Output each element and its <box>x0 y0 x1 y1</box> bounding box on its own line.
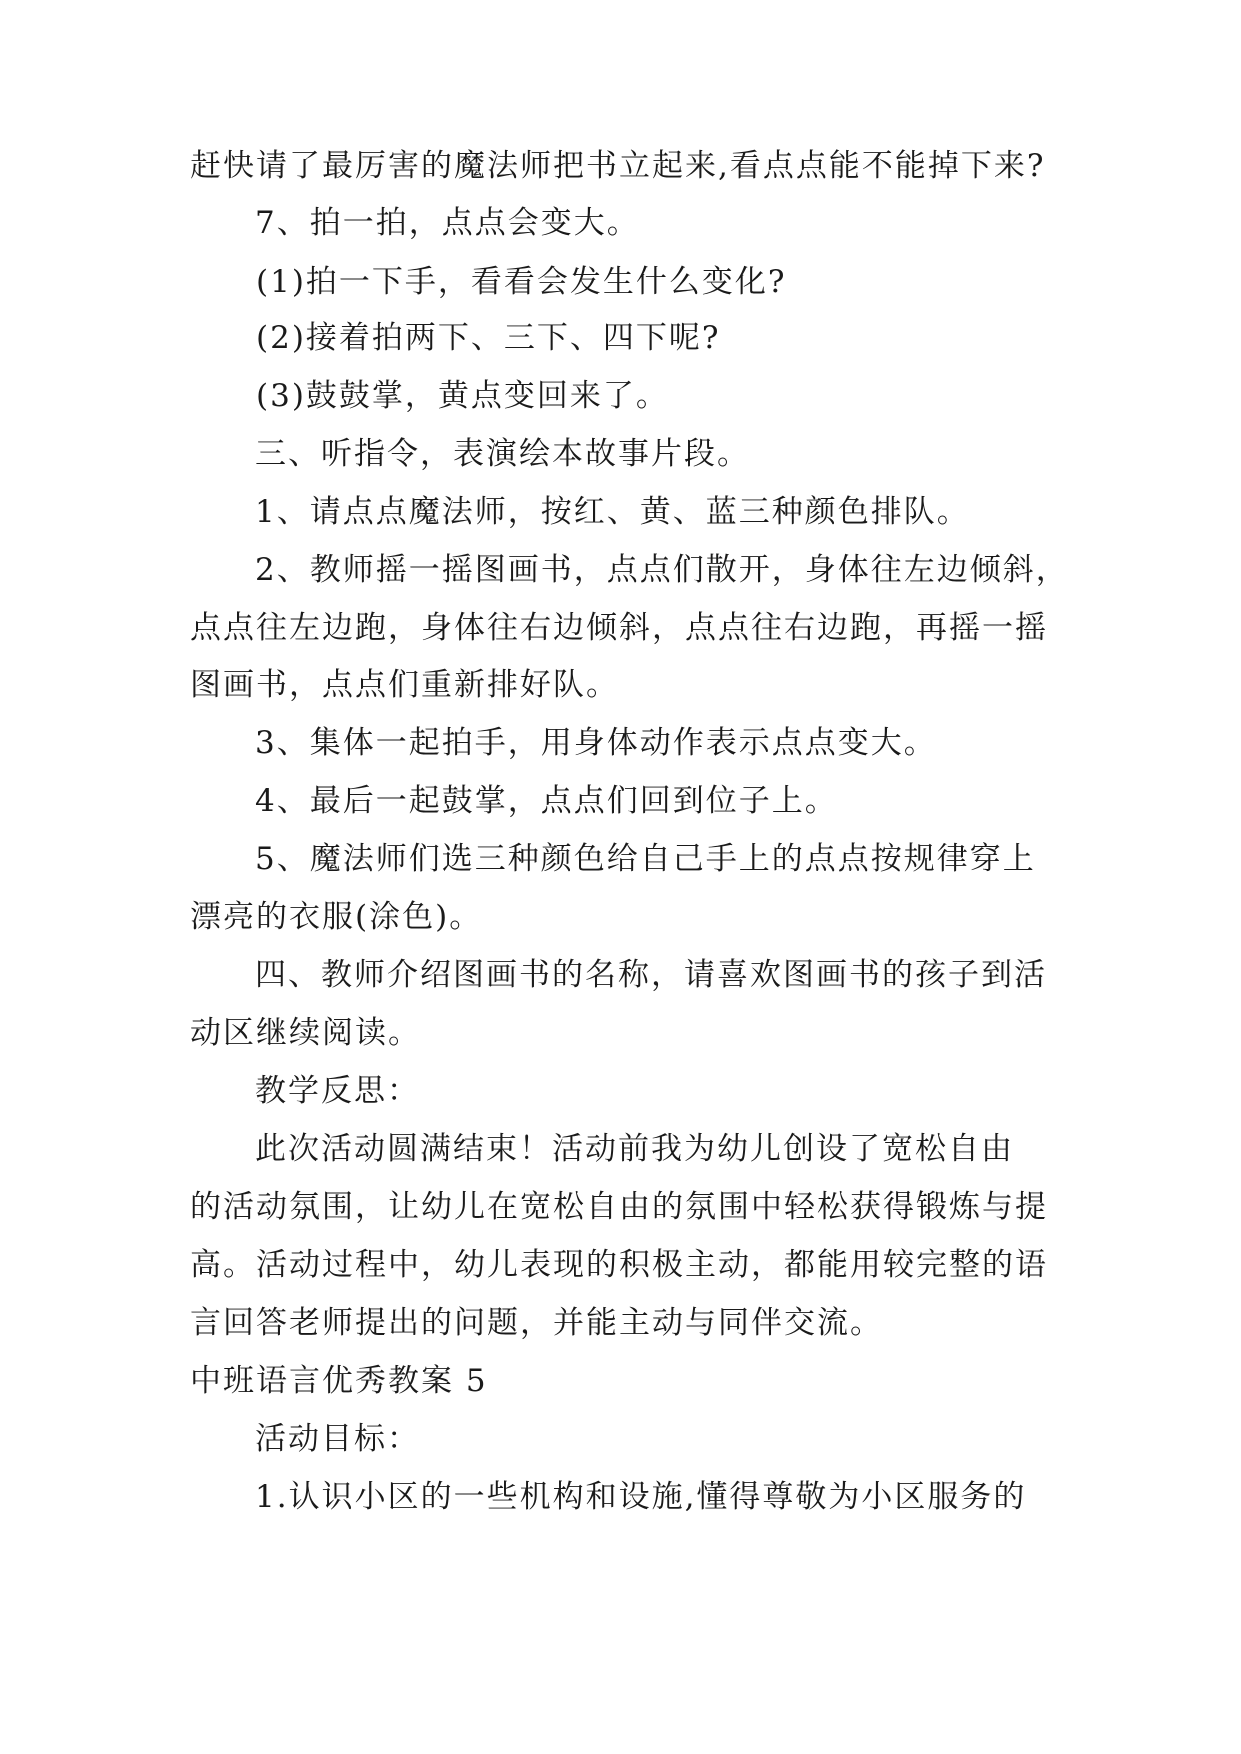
list-item: 1.认识小区的一些机构和设施,懂得尊敬为小区服务的 <box>255 1479 1027 1515</box>
paragraph-line: 的活动氛围，让幼儿在宽松自由的氛围中轻松获得锻炼与提 <box>190 1189 1048 1225</box>
paragraph-line: 7、拍一拍，点点会变大。 <box>255 205 640 241</box>
list-item: (3)鼓鼓掌，黄点变回来了。 <box>256 378 669 414</box>
section-heading: 三、听指令，表演绘本故事片段。 <box>255 436 750 472</box>
paragraph-line: 3、集体一起拍手，用身体动作表示点点变大。 <box>255 725 937 761</box>
paragraph-line: 漂亮的衣服(涂色)。 <box>190 899 483 935</box>
list-item: (2)接着拍两下、三下、四下呢? <box>256 320 721 356</box>
section-heading: 活动目标： <box>255 1421 420 1457</box>
paragraph-line: 4、最后一起鼓掌，点点们回到位子上。 <box>255 783 838 819</box>
paragraph-line: 5、魔法师们选三种颜色给自己手上的点点按规律穿上 <box>255 841 1036 877</box>
paragraph-line: 赶快请了最厉害的魔法师把书立起来,看点点能不能掉下来? <box>190 148 1046 184</box>
paragraph-line: 此次活动圆满结束！活动前我为幼儿创设了宽松自由 <box>255 1131 1014 1167</box>
section-heading: 四、教师介绍图画书的名称，请喜欢图画书的孩子到活 <box>255 957 1047 993</box>
paragraph-line: 动区继续阅读。 <box>190 1015 421 1051</box>
paragraph-line: 2、教师摇一摇图画书，点点们散开，身体往左边倾斜， <box>255 552 1069 588</box>
paragraph-line: 点点往左边跑，身体往右边倾斜，点点往右边跑，再摇一摇 <box>190 610 1048 646</box>
paragraph-line: 1、请点点魔法师，按红、黄、蓝三种颜色排队。 <box>255 494 970 530</box>
section-heading: 教学反思： <box>255 1073 420 1109</box>
paragraph-line: 高。活动过程中，幼儿表现的积极主动，都能用较完整的语 <box>190 1247 1048 1283</box>
paragraph-line: 言回答老师提出的问题，并能主动与同伴交流。 <box>190 1305 883 1341</box>
document-title: 中班语言优秀教案 5 <box>190 1363 488 1399</box>
paragraph-line: 图画书，点点们重新排好队。 <box>190 667 619 703</box>
list-item: (1)拍一下手，看看会发生什么变化? <box>256 264 787 300</box>
